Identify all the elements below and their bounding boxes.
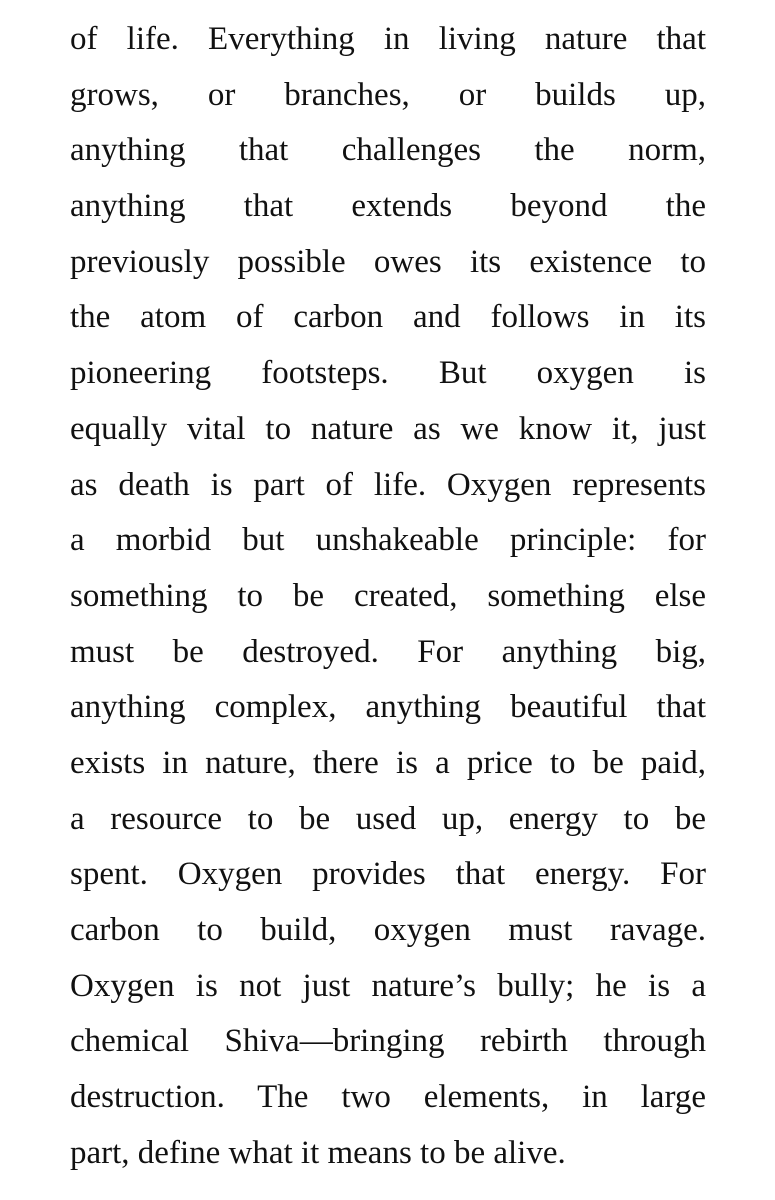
text-line: previously possible owes its existence to (70, 243, 706, 280)
text-line: a resource to be used up, energy to be (70, 800, 706, 837)
text-line: something to be created, something else (70, 577, 706, 614)
text-line: exists in nature, there is a price to be paid, (70, 744, 706, 781)
text-line: Oxygen is not just nature’s bully; he is a (70, 967, 706, 1004)
text-line: chemical Shiva—bringing rebirth through (70, 1023, 706, 1060)
text-line: grows, or branches, or builds up, (70, 76, 706, 113)
text-line: a morbid but unshakeable principle: for (70, 522, 706, 559)
text-line-partial (70, 0, 706, 12)
text-line: as death is part of life. Oxygen represents (70, 466, 706, 503)
text-line: anything that extends beyond the (70, 188, 706, 225)
text-line: spent. Oxygen provides that energy. For (70, 856, 706, 893)
text-line: the atom of carbon and follows in its (70, 299, 706, 336)
text-line: must be destroyed. For anything big, (70, 633, 706, 670)
body-paragraph (70, 12, 706, 1181)
text-line-last: part, define what it means to be alive. (70, 1134, 566, 1171)
text-line: anything complex, anything beautiful that (70, 689, 706, 726)
text-line: of life. Everything in living nature that (70, 21, 706, 57)
text-line: equally vital to nature as we know it, just (70, 410, 706, 447)
text-line: anything that challenges the norm, (70, 132, 706, 169)
text-line: pioneering footsteps. But oxygen is (70, 355, 706, 392)
text-line: carbon to build, oxygen must ravage. (70, 912, 706, 948)
text-line: destruction. The two elements, in large (70, 1079, 706, 1116)
